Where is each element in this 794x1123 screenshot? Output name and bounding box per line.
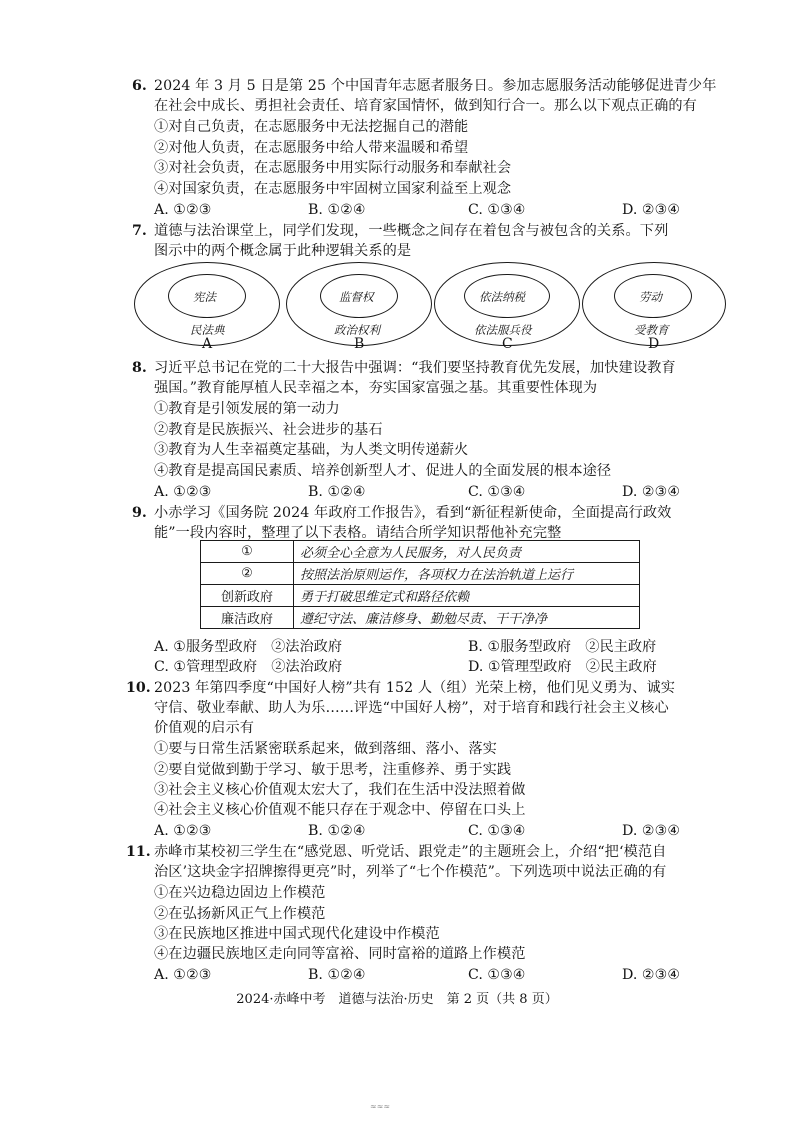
q10-stem-line2: 守信、敬业奉献、助人为乐……评选“中国好人榜”，对于培育和践行社会主义核心: [154, 700, 669, 716]
q9-option-c: C. ①管理型政府 ②法治政府: [154, 659, 343, 675]
diagram-c-inner-label: 依法纳税: [479, 290, 525, 304]
q8-stem-line2: 强国。”教育能厚植人民幸福之本，夯实国家富强之基。其重要性体现为: [154, 380, 598, 396]
q6-statement-1: ①对自己负责，在志愿服务中无法挖掘自己的潜能: [154, 119, 469, 135]
diagram-d-outer-label: 受教育: [634, 323, 669, 337]
q6-statement-3: ③对社会负责，在志愿服务中用实际行动服务和奉献社会: [154, 160, 512, 176]
diagram-b-outer-label: 政治权利: [334, 323, 380, 337]
q9-option-b: B. ①服务型政府 ②民主政府: [468, 639, 657, 655]
table-row: [201, 585, 640, 607]
diagram-d-letter: D: [648, 336, 660, 352]
q6-option-c: C. ①③④: [468, 202, 526, 218]
diagram-c-letter: C: [502, 336, 513, 352]
q6-stem-line2: 在社会中成长、勇担社会责任、培育家国情怀，做到知行合一。那么以下观点正确的有: [154, 98, 697, 114]
q7-number: 7.: [132, 223, 147, 239]
q11-number: 11.: [126, 844, 151, 860]
q9-option-d: D. ①管理型政府 ②民主政府: [468, 659, 657, 675]
q11-stem-line2: 治区’这块金字招牌擦得更亮”时，列举了“七个作模范”。下列选项中说法正确的有: [154, 864, 667, 880]
q11-statement-3: ③在民族地区推进中国式现代化建设中作模范: [154, 926, 440, 942]
q8-number: 8.: [132, 360, 147, 376]
q10-statement-2: ②要自觉做到勤于学习、敏于思考，注重修养、勇于实践: [154, 762, 512, 778]
table-cell: 勇于打破思维定式和路径依赖: [294, 585, 640, 607]
q6-option-a: A. ①②③: [154, 202, 212, 218]
q6-option-d: D. ②③④: [622, 202, 681, 218]
q11-option-c: C. ①③④: [468, 967, 526, 983]
diagram-b-letter: B: [354, 336, 365, 352]
diagram-b-inner-label: 监督权: [339, 290, 374, 304]
q8-statement-2: ②教育是民族振兴、社会进步的基石: [154, 422, 383, 438]
diagram-d-inner-label: 劳动: [639, 290, 662, 304]
q10-option-d: D. ②③④: [622, 823, 681, 839]
q9-table: [200, 540, 640, 629]
q10-number: 10.: [126, 680, 151, 696]
table-row: [201, 607, 640, 629]
q11-statement-1: ①在兴边稳边固边上作模范: [154, 885, 326, 901]
q10-option-b: B. ①②④: [308, 823, 366, 839]
scan-mark-icon: ≈≈≈: [370, 1102, 391, 1111]
q10-stem-line1: 2023 年第四季度“中国好人榜”共有 152 人（组）光荣上榜，他们见义勇为、诚实: [154, 680, 676, 696]
q11-option-d: D. ②③④: [622, 967, 681, 983]
q10-statement-4: ④社会主义核心价值观不能只存在于观念中、停留在口头上: [154, 802, 526, 818]
q11-option-a: A. ①②③: [154, 967, 212, 983]
q8-option-c: C. ①③④: [468, 484, 526, 500]
table-cell: 遵纪守法、廉洁修身、勤勉尽责、干干净净: [294, 607, 640, 629]
q10-stem-line3: 价值观的启示有: [154, 720, 255, 736]
q9-number: 9.: [132, 505, 147, 521]
table-cell: ①: [201, 541, 294, 563]
q9-stem-line2: 能”一段内容时，整理了以下表格。请结合所学知识帮他补充完整: [154, 525, 562, 541]
q10-option-c: C. ①③④: [468, 823, 526, 839]
q11-stem-line1: 赤峰市某校初三学生在“感党恩、听党话、跟党走”的主题班会上，介绍“把‘模范自: [154, 844, 667, 860]
q6-stem-line1: 2024 年 3 月 5 日是第 25 个中国青年志愿者服务日。参加志愿服务活动能够促进青少年: [154, 78, 717, 94]
q7-stem-line2: 图示中的两个概念属于此种逻辑关系的是: [154, 243, 412, 259]
diagram-c-outer-label: 依法服兵役: [474, 323, 532, 337]
q8-option-b: B. ①②④: [308, 484, 366, 500]
q10-statement-3: ③社会主义核心价值观太宏大了，我们在生活中没法照着做: [154, 782, 526, 798]
q9-option-a: A. ①服务型政府 ②法治政府: [154, 639, 343, 655]
table-row: [201, 563, 640, 585]
table-cell: 按照法治原则运作，各项权力在法治轨道上运行: [294, 563, 640, 585]
table-cell: 创新政府: [201, 585, 294, 607]
diagram-a-letter: A: [202, 336, 213, 352]
table-row: [201, 541, 640, 563]
q9-stem-line1: 小赤学习《国务院 2024 年政府工作报告》，看到“新征程新使命，全面提高行政效: [154, 505, 672, 521]
q6-statement-2: ②对他人负责，在志愿服务中给人带来温暖和希望: [154, 140, 469, 156]
diagram-a-outer-label: 民法典: [190, 323, 225, 337]
q8-statement-4: ④教育是提高国民素质、培养创新型人才、促进人的全面发展的根本途径: [154, 463, 612, 479]
diagram-a-inner-label: 宪法: [193, 290, 216, 304]
q6-option-b: B. ①②④: [308, 202, 366, 218]
q8-stem-line1: 习近平总书记在党的二十大报告中强调：“我们要坚持教育优先发展，加快建设教育: [154, 360, 676, 376]
page-footer: 2024·赤峰中考 道德与法治·历史 第 2 页（共 8 页）: [236, 992, 558, 1007]
q6-statement-4: ④对国家负责，在志愿服务中牢固树立国家利益至上观念: [154, 181, 512, 197]
q8-statement-1: ①教育是引领发展的第一动力: [154, 401, 340, 417]
q8-option-a: A. ①②③: [154, 484, 212, 500]
q6-number: 6.: [132, 78, 147, 94]
table-cell: 廉洁政府: [201, 607, 294, 629]
q10-option-a: A. ①②③: [154, 823, 212, 839]
q10-statement-1: ①要与日常生活紧密联系起来，做到落细、落小、落实: [154, 741, 497, 757]
q11-statement-4: ④在边疆民族地区走向同等富裕、同时富裕的道路上作模范: [154, 946, 526, 962]
q7-stem-line1: 道德与法治课堂上，同学们发现，一些概念之间存在着包含与被包含的关系。下列: [154, 223, 669, 239]
table-cell: ②: [201, 563, 294, 585]
q8-statement-3: ③教育为人生幸福奠定基础，为人类文明传递薪火: [154, 442, 469, 458]
q11-statement-2: ②在弘扬新风正气上作模范: [154, 906, 326, 922]
table-cell: 必须全心全意为人民服务，对人民负责: [294, 541, 640, 563]
q8-option-d: D. ②③④: [622, 484, 681, 500]
q11-option-b: B. ①②④: [308, 967, 366, 983]
